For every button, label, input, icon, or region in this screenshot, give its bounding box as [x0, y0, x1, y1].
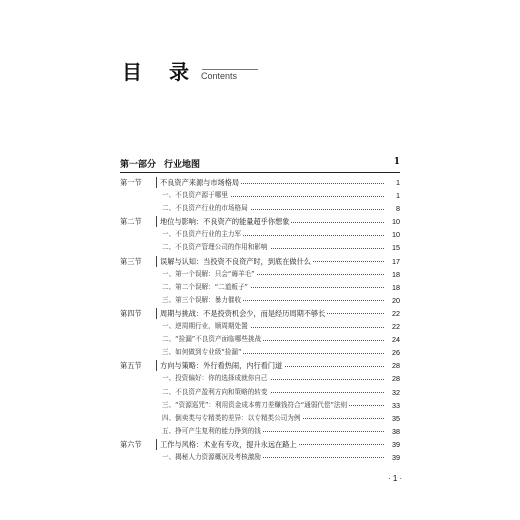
toc-item-row: [120, 386, 400, 399]
page-ref: 28: [390, 359, 400, 372]
item-title: 二、第二个误解：“二道贩子”: [162, 281, 250, 294]
section-title: 方向与策略：外行看热闹，内行看门道: [160, 359, 284, 372]
title-english: Contents: [200, 71, 237, 81]
toc-item-row: [120, 294, 400, 307]
toc-item-row: [120, 333, 400, 346]
page-ref: 38: [390, 425, 400, 438]
page-ref: 8: [394, 202, 400, 215]
part-rule: [120, 172, 400, 173]
section-title: 周期与挑战：不是投资机会少，而是经历周期不够长: [160, 307, 327, 320]
item-title: 一、投资偏好：你的选择成就你自己: [162, 372, 270, 385]
toc-title: [122, 56, 237, 85]
toc-section-row: [120, 215, 400, 228]
page-ref: 28: [390, 372, 400, 385]
section-number: 第四节: [120, 308, 142, 318]
toc-section-row: [120, 359, 400, 372]
toc-item-row: [120, 202, 400, 215]
page-ref: 22: [390, 307, 400, 320]
toc-item-row: [120, 281, 400, 294]
section-title: 误解与认知：当投资不良资产时，到底在做什么: [160, 255, 313, 268]
title-chinese: 目 录: [122, 60, 199, 84]
item-title: 二、不良资产行业的市场格局: [162, 202, 250, 215]
toc-section-row: [120, 176, 400, 189]
toc-item-row: [120, 372, 400, 385]
section-title: 地位与影响：不良资产的能量超乎你想象: [160, 215, 291, 228]
section-number: 第六节: [120, 439, 142, 449]
item-title: 二、“捡漏”不良资产面临哪些挑战: [162, 333, 263, 346]
title-rule: [202, 69, 258, 70]
toc-item-row: [120, 346, 400, 359]
part-heading: [120, 157, 400, 171]
item-title: 五、挣可产生复利的能力挣到的钱: [162, 425, 263, 438]
toc-item-row: [120, 399, 400, 412]
item-title: 二、不良资产管理公司的作用和影响: [162, 241, 270, 254]
section-number: 第五节: [120, 361, 142, 371]
page-ref: 17: [390, 255, 400, 268]
toc-section-row: [120, 255, 400, 268]
section-number: 第三节: [120, 256, 142, 266]
page-ref: 39: [390, 438, 400, 451]
toc-section-row: [120, 307, 400, 320]
section-title: 不良资产来源与市场格局: [160, 176, 241, 189]
page-ref: 39: [390, 451, 400, 464]
toc-item-row: [120, 320, 400, 333]
page-number: · 1 ·: [388, 474, 403, 483]
part-number: 第一部分: [120, 160, 157, 170]
toc-item-row: [120, 425, 400, 438]
section-number: 第二节: [120, 217, 142, 227]
page-ref: 10: [390, 228, 400, 241]
section-number: 第一节: [120, 178, 142, 187]
item-title: 三、“资源巡咒”：利用资金成本剪刀差赚钱符合“通弱代偿”法则: [162, 399, 349, 412]
item-title: 一、不良资产行业的主力军: [162, 228, 243, 241]
part-page: 1: [393, 157, 400, 167]
page-ref: 18: [390, 281, 400, 294]
toc-item-row: [120, 241, 400, 254]
page-ref: 26: [390, 346, 400, 359]
item-title: 一、不良资产源于哪里: [162, 189, 230, 202]
item-title: 二、不良资产盈利方向和策略的转变: [162, 386, 270, 399]
toc-item-row: [120, 268, 400, 281]
section-title: 工作与风格：术业有专攻，提升永远在路上: [160, 438, 299, 451]
item-title: 一、揭秘人力资源概况及考核激励: [162, 451, 263, 464]
page-ref: 18: [390, 268, 400, 281]
page-ref: 33: [390, 399, 400, 412]
page-ref: 15: [390, 241, 400, 254]
page-ref: 20: [390, 294, 400, 307]
item-title: 三、如何做到专业级“捡漏”: [162, 346, 243, 359]
part-title: 行业地图: [164, 160, 201, 170]
toc-list: [120, 176, 400, 464]
page-ref: 10: [390, 215, 400, 228]
page-ref: 35: [390, 412, 400, 425]
toc-item-row: [120, 228, 400, 241]
item-title: 一、第一个误解：只会“薅羊毛”: [162, 268, 257, 281]
toc-item-row: [120, 189, 400, 202]
toc-item-row: [120, 451, 400, 464]
item-title: 四、倒卖类与专精类的差异：以专精类公司为例: [162, 412, 302, 425]
item-title: 一、逆周期行业，顺周期处置: [162, 320, 250, 333]
page-ref: 1: [394, 189, 400, 202]
page-ref: 32: [390, 386, 400, 399]
toc-item-row: [120, 412, 400, 425]
item-title: 三、第三个误解：暴力催收: [162, 294, 243, 307]
toc-section-row: [120, 438, 400, 451]
page-ref: 24: [390, 333, 400, 346]
page-ref: 1: [394, 176, 400, 189]
page-ref: 22: [390, 320, 400, 333]
